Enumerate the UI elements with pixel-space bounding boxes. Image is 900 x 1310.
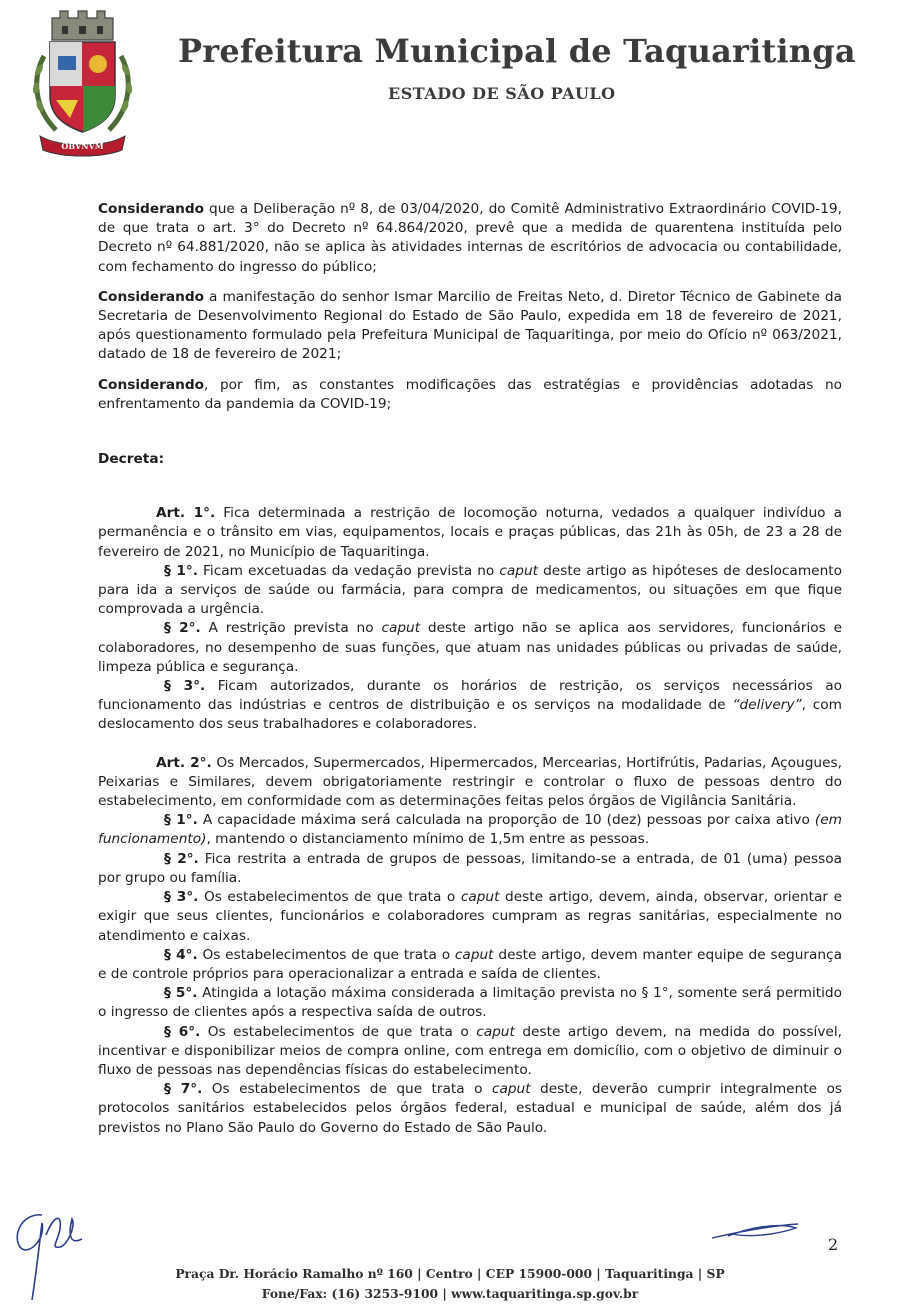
paragraph-text: , com deslocamento dos seus trabalhadores e colaboradores.: [98, 697, 843, 733]
article-1: [98, 504, 842, 562]
paragraph-text: deste artigo devem, na medida do possível, incentivar e disponibilizar meios de compra online, com entrega em domicílio, com o objetivo de diminuir o fluxo de pessoas nas dependências físicas do estabelecimento.: [98, 1023, 843, 1078]
art2-paragraph-2: [98, 850, 842, 888]
paragraph-text: Os estabelecimentos de que trata o: [197, 946, 455, 963]
paragraph-head: § 2°.: [164, 850, 199, 867]
paragraph-text: deste artigo não se aplica aos servidores, funcionários e colaboradores, no desempenho de suas funções, que atuam nas unidades públicas ou privadas de saúde, limpeza pública e segurança.: [98, 620, 842, 675]
page-number: 2: [828, 1235, 839, 1254]
art1-paragraph-1: [98, 562, 842, 620]
considerando-text: a manifestação do senhor Ismar Marcilio de Freitas Neto, d. Diretor Técnico de Gabinete da Secretaria de Desenvolvimento Regional do Estado de São Paulo, expedida em 18 de fevereiro de 2021, após questionamento formulado pela Prefeitura Municipal de Taquaritinga, por meio do Ofício nº 063/2021, datado de 18 de fevereiro de 2021;: [98, 288, 842, 363]
page-subtitle: ESTADO DE SÃO PAULO: [388, 84, 616, 103]
considerando-text: , por fim, as constantes modificações das estratégias e providências adotadas no enfrentamento da pandemia da COVID-19;: [98, 376, 842, 412]
paragraph-text: deste artigo, devem manter equipe de segurança e de controle próprios para operacionalizar a entrada e saída de clientes.: [98, 946, 842, 982]
considerando-1: [98, 200, 842, 277]
art1-paragraph-3: [98, 677, 842, 735]
art2-paragraph-4: [98, 946, 842, 984]
caput-term: caput: [381, 620, 421, 637]
paragraph-text: A restrição prevista no: [200, 620, 382, 637]
paragraph-text: Os estabelecimentos de que trata o: [200, 1023, 477, 1040]
caput-term: caput: [454, 946, 494, 963]
paragraph-text: A capacidade máxima será calculada na proporção de 10 (dez) pessoas por caixa ativo: [197, 812, 815, 829]
paragraph-text: Ficam autorizados, durante os horários de restrição, os serviços necessários ao funcionamento das indústrias e centros de distribuição e os serviços na modalidade de: [98, 678, 842, 714]
paragraph-text: deste artigo, devem, ainda, observar, orientar e exigir que seus clientes, funcionários e colaboradores cumpram as regras sanitárias, especialmente no atendimento e caixas.: [98, 889, 842, 944]
paragraph-text: Os estabelecimentos de que trata o: [202, 1081, 492, 1098]
art2-paragraph-6: [98, 1023, 842, 1081]
paragraph-text: Ficam excetuadas da vedação prevista no: [197, 562, 500, 579]
art1-paragraph-2: [98, 619, 842, 677]
caput-term: caput: [491, 1081, 531, 1098]
paragraph-text: Os estabelecimentos de que trata o: [198, 889, 461, 906]
letterhead: [0, 0, 900, 160]
considerando-3: [98, 376, 842, 414]
paragraph-text: Fica restrita a entrada de grupos de pessoas, limitando-se a entrada, de 01 (uma) pessoa por grupo ou família.: [98, 850, 842, 886]
art2-paragraph-5: [98, 984, 842, 1022]
paragraph-head: § 6°.: [164, 1023, 201, 1040]
paragraph-head: § 4°.: [164, 946, 198, 963]
coat-of-arms-icon: [30, 8, 135, 158]
paragraph-head: § 3°.: [164, 678, 206, 695]
caput-term: caput: [499, 562, 539, 579]
considerando-lead: Considerando: [98, 376, 205, 393]
decreta-heading: Decreta:: [98, 451, 165, 468]
considerando-text: que a Deliberação nº 8, de 03/04/2020, do Comitê Administrativo Extraordinário COVID-19, de que trata o art. 3° do Decreto nº 64.864/2020, prevê que a medida de quarentena instituída pelo Decreto nº 64.881/2020, não se aplica às atividades internas de escritórios de advocacia ou contabilidade, com fechamento do ingresso do público;: [98, 201, 842, 275]
footer-address: Praça Dr. Horácio Ramalho nº 160 | Centro | CEP 15900-000 | Taquaritinga | SP: [175, 1266, 725, 1281]
decree-body: [98, 200, 842, 1138]
article-text: Fica determinada a restrição de locomoção noturna, vedados a qualquer indivíduo a permanência e o trânsito em vias, equipamentos, locais e praças públicas, das 21h às 05h, de 23 a 28 de fevereiro de 2021, no Município de Taquaritinga.: [98, 505, 842, 560]
paragraph-head: § 1°.: [164, 812, 198, 829]
art2-paragraph-1: [98, 811, 842, 849]
caput-term: caput: [460, 889, 500, 906]
caput-term: caput: [476, 1023, 515, 1040]
paragraph-head: § 3°.: [164, 889, 199, 906]
article-2: [98, 754, 842, 812]
considerando-lead: Considerando: [98, 288, 205, 305]
art2-paragraph-3: [98, 888, 842, 946]
emphasis-term: (em funcionamento): [98, 812, 842, 848]
paragraph-head: § 2°.: [164, 620, 201, 637]
paragraph-head: § 5°.: [164, 985, 198, 1002]
considerando-2: [98, 288, 842, 365]
article-text: Os Mercados, Supermercados, Hipermercados, Mercearias, Hortifrútis, Padarias, Açougues, Peixarias e Similares, devem obrigatoriamente restringir e controlar o fluxo de pessoas dentro do estabelecimento, em conformidade com as determinações feitas pelos órgãos de Vigilância Sanitária.: [98, 754, 842, 810]
paragraph-text: deste, deverão cumprir integralmente os protocolos sanitários estabelecidos pelos órgãos federal, estadual e municipal de saúde, além dos já previstos no Plano São Paulo do Governo do Estado de São Paulo.: [98, 1081, 842, 1136]
article-head: Art. 2°.: [156, 754, 212, 771]
paragraph-text: Atingida a lotação máxima considerada a limitação prevista no § 1°, somente será permitido o ingresso de clientes após a respectiva saída de outros.: [98, 985, 842, 1021]
crest-motto: OBVNVM: [61, 141, 104, 151]
paragraph-head: § 1°.: [164, 562, 198, 579]
art2-paragraph-7: [98, 1080, 842, 1138]
delivery-term: “delivery”: [732, 697, 802, 714]
considerando-lead: Considerando: [98, 201, 205, 217]
paragraph-head: § 7°.: [164, 1081, 203, 1098]
paragraph-text: deste artigo as hipóteses de deslocamento para ida a serviços de saúde ou farmácia, para compra de medicamentos, ou situações em que fique comprovada a urgência.: [98, 562, 842, 618]
footer-contact: Fone/Fax: (16) 3253-9100 | www.taquaritinga.sp.gov.br: [261, 1286, 639, 1301]
page-title: Prefeitura Municipal de Taquaritinga: [178, 32, 856, 70]
paragraph-text: , mantendo o distanciamento mínimo de 1,5m entre as pessoas.: [206, 831, 650, 848]
article-head: Art. 1°.: [156, 505, 216, 522]
signature-right-icon: [708, 1218, 803, 1244]
